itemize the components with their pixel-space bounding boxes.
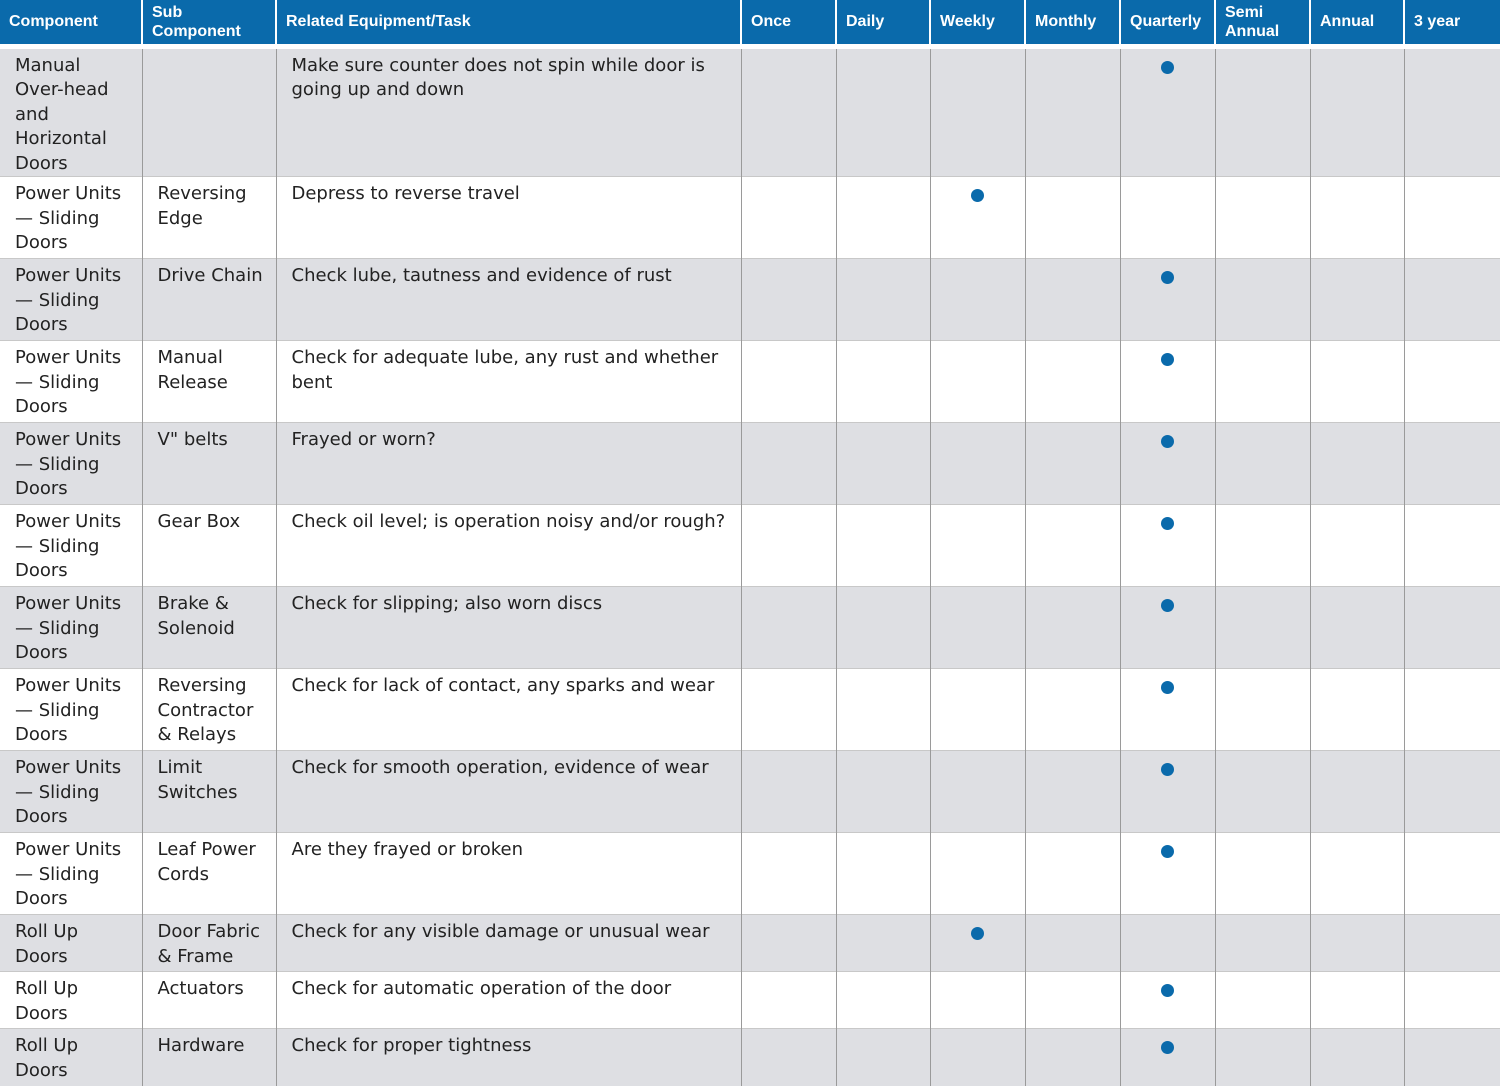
frequency-cell-semi-annual (1215, 341, 1310, 423)
sub-component-cell: Manual Release (142, 341, 276, 423)
header-weekly: Weekly (930, 0, 1025, 46)
table-row (0, 46, 1500, 177)
table-row (0, 751, 1500, 833)
frequency-cell-daily (836, 341, 930, 423)
frequency-cell-once (741, 259, 836, 341)
header-3-year: 3 year (1404, 0, 1500, 46)
sub-component-cell: Reversing Edge (142, 177, 276, 259)
frequency-cell-quarterly (1120, 833, 1215, 915)
frequency-cell-annual (1310, 833, 1404, 915)
frequency-cell-daily (836, 915, 930, 972)
frequency-cell-3-year (1404, 177, 1500, 259)
frequency-cell-monthly (1025, 1029, 1120, 1086)
table-row (0, 915, 1500, 972)
frequency-cell-daily (836, 972, 930, 1029)
frequency-cell-annual (1310, 259, 1404, 341)
header-sub-component: Sub Component (142, 0, 276, 46)
sub-component-cell: Gear Box (142, 505, 276, 587)
frequency-cell-annual (1310, 587, 1404, 669)
table-row (0, 259, 1500, 341)
sub-component-cell: Hardware (142, 1029, 276, 1086)
frequency-cell-3-year (1404, 423, 1500, 505)
frequency-cell-quarterly (1120, 915, 1215, 972)
sub-component-cell (142, 46, 276, 177)
frequency-cell-3-year (1404, 587, 1500, 669)
filled-circle-icon (1161, 61, 1174, 74)
frequency-cell-weekly (930, 972, 1025, 1029)
frequency-cell-weekly (930, 833, 1025, 915)
header-daily: Daily (836, 0, 930, 46)
frequency-cell-once (741, 423, 836, 505)
frequency-cell-semi-annual (1215, 587, 1310, 669)
frequency-cell-once (741, 751, 836, 833)
task-cell: Are they frayed or broken (276, 833, 741, 915)
table-row (0, 505, 1500, 587)
frequency-cell-semi-annual (1215, 505, 1310, 587)
frequency-cell-monthly (1025, 177, 1120, 259)
frequency-cell-semi-annual (1215, 259, 1310, 341)
frequency-cell-annual (1310, 46, 1404, 177)
header-component: Component (0, 0, 142, 46)
frequency-cell-monthly (1025, 587, 1120, 669)
frequency-cell-3-year (1404, 46, 1500, 177)
frequency-cell-once (741, 505, 836, 587)
frequency-cell-monthly (1025, 505, 1120, 587)
task-cell: Check for any visible damage or unusual wear (276, 915, 741, 972)
frequency-cell-semi-annual (1215, 669, 1310, 751)
frequency-cell-annual (1310, 915, 1404, 972)
header-monthly: Monthly (1025, 0, 1120, 46)
frequency-cell-annual (1310, 177, 1404, 259)
frequency-cell-once (741, 587, 836, 669)
frequency-cell-once (741, 833, 836, 915)
frequency-cell-weekly (930, 259, 1025, 341)
frequency-cell-monthly (1025, 833, 1120, 915)
frequency-cell-daily (836, 587, 930, 669)
frequency-cell-weekly (930, 423, 1025, 505)
frequency-cell-quarterly (1120, 587, 1215, 669)
filled-circle-icon (1161, 1041, 1174, 1054)
sub-component-cell: Actuators (142, 972, 276, 1029)
frequency-cell-monthly (1025, 751, 1120, 833)
frequency-cell-annual (1310, 751, 1404, 833)
frequency-cell-once (741, 1029, 836, 1086)
frequency-cell-daily (836, 177, 930, 259)
frequency-cell-weekly (930, 177, 1025, 259)
frequency-cell-once (741, 46, 836, 177)
frequency-cell-monthly (1025, 341, 1120, 423)
header-semi-annual: Semi Annual (1215, 0, 1310, 46)
frequency-cell-semi-annual (1215, 423, 1310, 505)
frequency-cell-daily (836, 833, 930, 915)
task-cell: Check oil level; is operation noisy and/or rough? (276, 505, 741, 587)
frequency-cell-weekly (930, 46, 1025, 177)
frequency-cell-daily (836, 259, 930, 341)
frequency-cell-semi-annual (1215, 915, 1310, 972)
frequency-cell-3-year (1404, 972, 1500, 1029)
task-cell: Check for smooth operation, evidence of wear (276, 751, 741, 833)
frequency-cell-weekly (930, 587, 1025, 669)
frequency-cell-3-year (1404, 1029, 1500, 1086)
filled-circle-icon (1161, 517, 1174, 530)
frequency-cell-weekly (930, 751, 1025, 833)
frequency-cell-annual (1310, 669, 1404, 751)
task-cell: Frayed or worn? (276, 423, 741, 505)
sub-component-cell: Limit Switches (142, 751, 276, 833)
component-cell: Power Units — Sliding Doors (0, 751, 142, 833)
frequency-cell-weekly (930, 505, 1025, 587)
frequency-cell-semi-annual (1215, 972, 1310, 1029)
frequency-cell-semi-annual (1215, 177, 1310, 259)
task-cell: Check lube, tautness and evidence of rust (276, 259, 741, 341)
header-row (0, 0, 1500, 46)
frequency-cell-quarterly (1120, 341, 1215, 423)
filled-circle-icon (1161, 763, 1174, 776)
filled-circle-icon (1161, 271, 1174, 284)
component-cell: Roll Up Doors (0, 972, 142, 1029)
component-cell: Power Units — Sliding Doors (0, 423, 142, 505)
frequency-cell-3-year (1404, 505, 1500, 587)
task-cell: Check for slipping; also worn discs (276, 587, 741, 669)
header-once: Once (741, 0, 836, 46)
sub-component-cell: Leaf Power Cords (142, 833, 276, 915)
component-cell: Power Units — Sliding Doors (0, 341, 142, 423)
header-annual: Annual (1310, 0, 1404, 46)
frequency-cell-annual (1310, 341, 1404, 423)
frequency-cell-3-year (1404, 669, 1500, 751)
table-row (0, 423, 1500, 505)
table-row (0, 972, 1500, 1029)
frequency-cell-3-year (1404, 751, 1500, 833)
filled-circle-icon (1161, 435, 1174, 448)
filled-circle-icon (1161, 353, 1174, 366)
filled-circle-icon (1161, 984, 1174, 997)
component-cell: Power Units — Sliding Doors (0, 669, 142, 751)
frequency-cell-daily (836, 751, 930, 833)
frequency-cell-quarterly (1120, 505, 1215, 587)
frequency-cell-quarterly (1120, 669, 1215, 751)
task-cell: Check for lack of contact, any sparks and wear (276, 669, 741, 751)
sub-component-cell: Brake & Solenoid (142, 587, 276, 669)
frequency-cell-weekly (930, 1029, 1025, 1086)
table-row (0, 341, 1500, 423)
frequency-cell-quarterly (1120, 423, 1215, 505)
frequency-cell-monthly (1025, 423, 1120, 505)
frequency-cell-semi-annual (1215, 833, 1310, 915)
frequency-cell-monthly (1025, 915, 1120, 972)
frequency-cell-quarterly (1120, 1029, 1215, 1086)
sub-component-cell: V" belts (142, 423, 276, 505)
filled-circle-icon (1161, 845, 1174, 858)
table-row (0, 1029, 1500, 1086)
frequency-cell-once (741, 341, 836, 423)
frequency-cell-weekly (930, 915, 1025, 972)
frequency-cell-3-year (1404, 259, 1500, 341)
frequency-cell-daily (836, 669, 930, 751)
frequency-cell-monthly (1025, 669, 1120, 751)
component-cell: Manual Over-head and Horizontal Doors (0, 46, 142, 177)
frequency-cell-monthly (1025, 259, 1120, 341)
task-cell: Check for proper tightness (276, 1029, 741, 1086)
frequency-cell-annual (1310, 972, 1404, 1029)
task-cell: Check for adequate lube, any rust and whether bent (276, 341, 741, 423)
frequency-cell-once (741, 972, 836, 1029)
table-row (0, 177, 1500, 259)
table-row (0, 833, 1500, 915)
frequency-cell-monthly (1025, 972, 1120, 1029)
filled-circle-icon (971, 927, 984, 940)
frequency-cell-3-year (1404, 833, 1500, 915)
frequency-cell-quarterly (1120, 972, 1215, 1029)
frequency-cell-daily (836, 505, 930, 587)
frequency-cell-once (741, 915, 836, 972)
header-task: Related Equipment/Task (276, 0, 741, 46)
header-quarterly: Quarterly (1120, 0, 1215, 46)
frequency-cell-monthly (1025, 46, 1120, 177)
sub-component-cell: Door Fabric & Frame (142, 915, 276, 972)
component-cell: Power Units — Sliding Doors (0, 177, 142, 259)
sub-component-cell: Drive Chain (142, 259, 276, 341)
task-cell: Check for automatic operation of the door (276, 972, 741, 1029)
frequency-cell-semi-annual (1215, 46, 1310, 177)
frequency-cell-quarterly (1120, 259, 1215, 341)
frequency-cell-3-year (1404, 341, 1500, 423)
frequency-cell-annual (1310, 1029, 1404, 1086)
task-cell: Depress to reverse travel (276, 177, 741, 259)
frequency-cell-3-year (1404, 915, 1500, 972)
component-cell: Power Units — Sliding Doors (0, 259, 142, 341)
frequency-cell-quarterly (1120, 177, 1215, 259)
task-cell: Make sure counter does not spin while door is going up and down (276, 46, 741, 177)
frequency-cell-once (741, 177, 836, 259)
component-cell: Roll Up Doors (0, 1029, 142, 1086)
frequency-cell-weekly (930, 669, 1025, 751)
frequency-cell-daily (836, 1029, 930, 1086)
frequency-cell-daily (836, 46, 930, 177)
frequency-cell-once (741, 669, 836, 751)
filled-circle-icon (1161, 681, 1174, 694)
component-cell: Power Units — Sliding Doors (0, 587, 142, 669)
frequency-cell-daily (836, 423, 930, 505)
component-cell: Roll Up Doors (0, 915, 142, 972)
frequency-cell-quarterly (1120, 751, 1215, 833)
table-row (0, 587, 1500, 669)
filled-circle-icon (1161, 599, 1174, 612)
frequency-cell-annual (1310, 505, 1404, 587)
sub-component-cell: Reversing Contractor & Relays (142, 669, 276, 751)
frequency-cell-weekly (930, 341, 1025, 423)
frequency-cell-quarterly (1120, 46, 1215, 177)
component-cell: Power Units — Sliding Doors (0, 505, 142, 587)
frequency-cell-annual (1310, 423, 1404, 505)
component-cell: Power Units — Sliding Doors (0, 833, 142, 915)
filled-circle-icon (971, 189, 984, 202)
table-row (0, 669, 1500, 751)
frequency-cell-semi-annual (1215, 1029, 1310, 1086)
frequency-cell-semi-annual (1215, 751, 1310, 833)
